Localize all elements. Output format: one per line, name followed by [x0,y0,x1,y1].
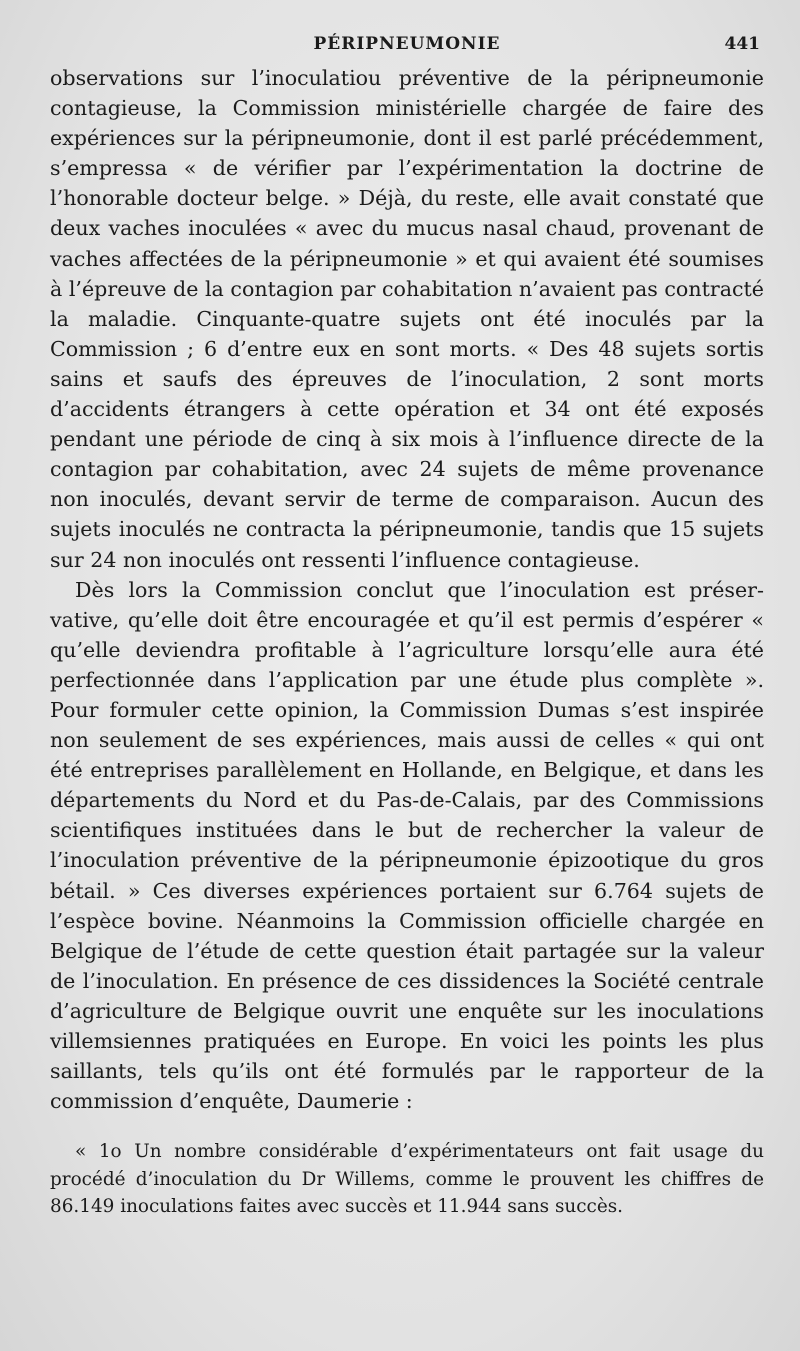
running-head [50,32,764,60]
page-number: 441 [724,34,760,54]
paragraph-continuation: observations sur l’inoculatiou préventive de la péripneumonie contagieuse, la Commission ministérielle chargée de faire des expériences sur la péripneumonie, dont il est parlé précédemment, s’empressa « de vérifier par l’expérimentation la doctrine de l’honorable docteur belge. » Déjà, du reste, elle avait constaté que deux vaches inoculées « avec du mucus nasal chaud, provenant de vaches affectées de la péripneumonie » et qui avaient été soumises à l’épreuve de la contagion par cohabitation n’avaient pas contracté la maladie. Cinquante-quatre sujets ont été inoculés par la Commission ; 6 d’entre eux en sont morts. « Des 48 sujets sortis sains et saufs des épreuves de l’inoculation, 2 sont morts d’accidents étrangers à cette opération et 34 ont été exposés pendant une période de cinq à six mois à l’influence directe de la contagion par cohabitation, avec 24 sujets de même provenance non inoculés, devant servir de terme de comparaison. Aucun des sujets inoculés ne contracta la péripneumonie, tandis que 15 sujets sur 24 non inoculés ont ressenti l’influence contagieuse. [50,66,764,572]
body-text [50,63,764,1116]
paragraph-commission-conclusion: Dès lors la Commission conclut que l’inoculation est préservative, qu’elle doit être encouragée et qu’il est permis d’espérer « qu’elle deviendra profitable à l’agriculture lorsqu’elle aura été perfectionnée dans l’application par une étude plus complète ». Pour formuler cette opinion, la Commission Dumas s’est inspirée non seulement de ses expériences, mais aussi de celles « qui ont été entreprises parallèlement en Hollande, en Belgique, et dans les départements du Nord et du Pas-de-Calais, par des Commissions scientifiques instituées dans le but de rechercher la valeur de l’inoculation préventive de la péripneumonie épizootique du gros bétail. » Ces diverses expériences portaient sur 6.764 sujets de l’espèce bovine. Néanmoins la Commission officielle chargée en Belgique de l’étude de cette question était partagée sur la valeur de l’inoculation. En présence de ces dissidences la Société centrale d’agriculture de Belgique ouvrit une enquête sur les inoculations villemsiennes pratiquées en Europe. En voici les points les plus saillants, tels qu’ils ont été formulés par le rapporteur de la commission d’enquête, Daumerie : [50,577,764,1114]
running-title: PÉRIPNEUMONIE [313,34,501,54]
quotation-block [50,1138,764,1220]
quotation-item-1: « 1o Un nombre considérable d’expérimentateurs ont fait usage du procédé d’inoculation du Dr Willems, comme le prouvent les chiffres de 86.149 inoculations faites avec succès et 11.944 sans succès. [50,1141,764,1217]
